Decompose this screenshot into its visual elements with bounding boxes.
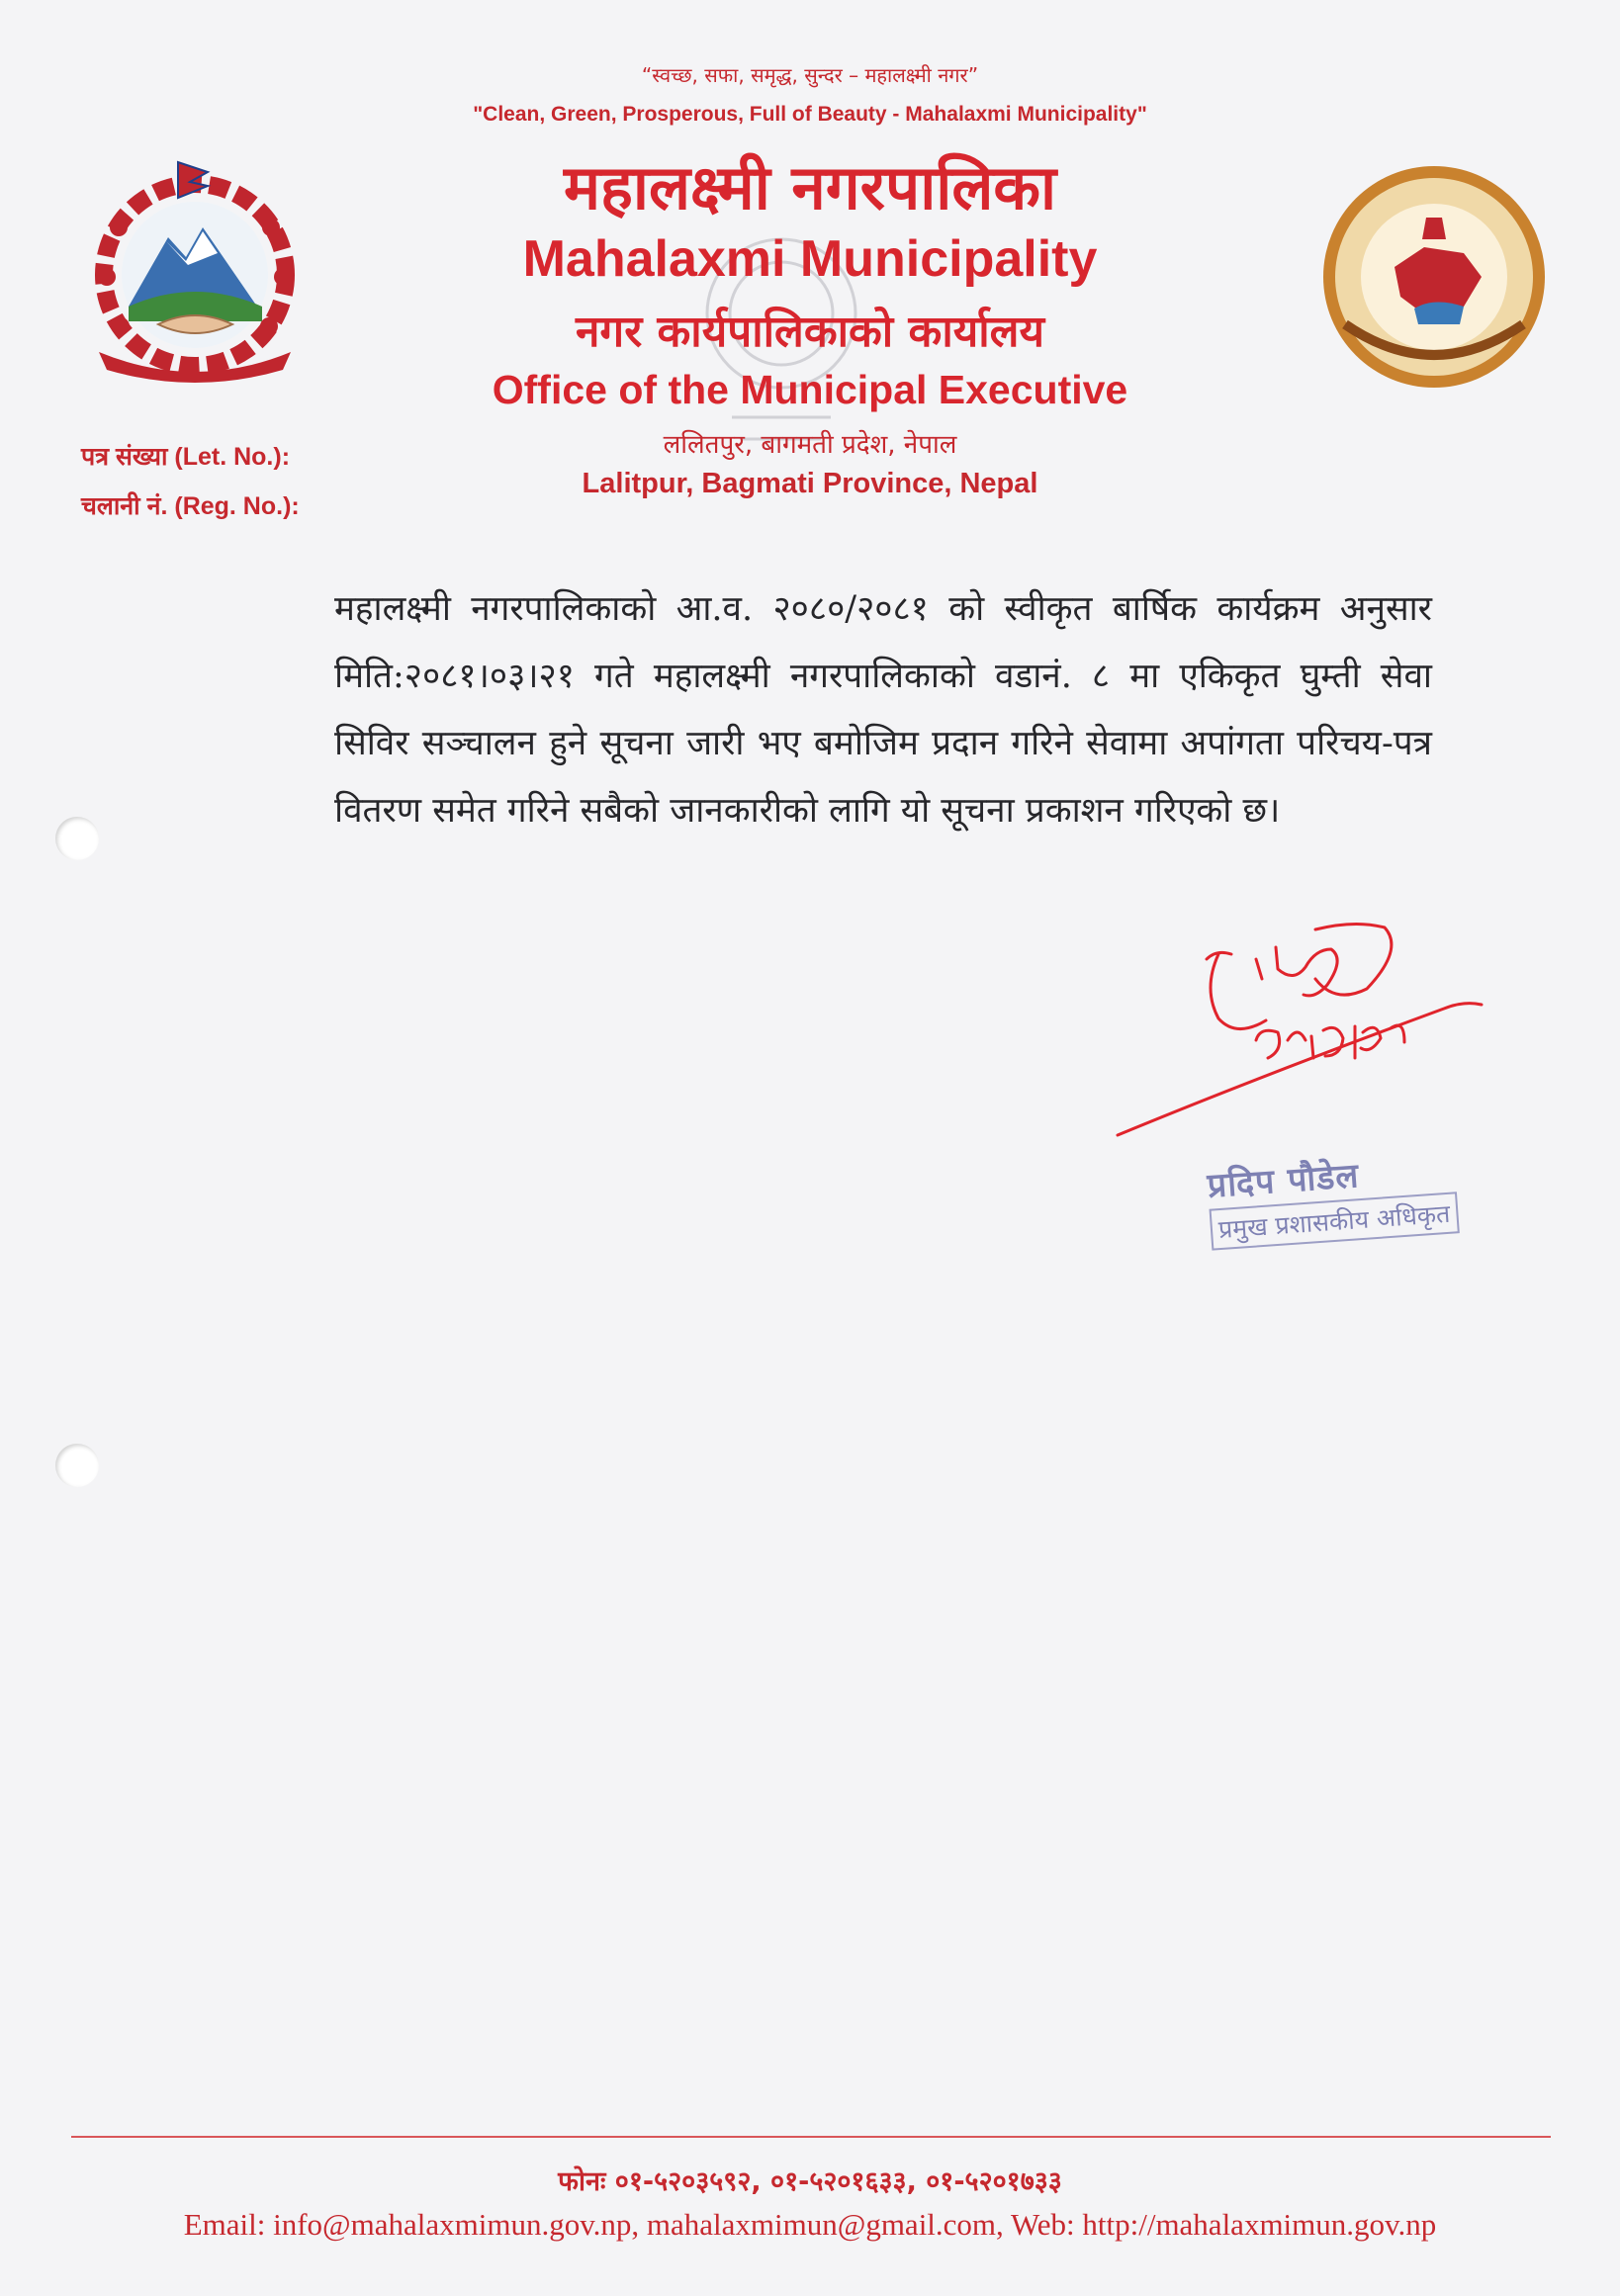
municipality-title-english: Mahalaxmi Municipality xyxy=(522,230,1098,288)
stamp-officer-name: प्रदिप पौडेल xyxy=(1206,1156,1361,1206)
notice-body: महालक्ष्मी नगरपालिकाको आ.व. २०८०/२०८१ को स्वीकृत बार्षिक कार्यक्रम अनुसार मिति:२०८१।०३।२१ गते महालक्ष्मी नगरपालिकाको वडानं. ८ मा एकिकृत घुम्ती सेवा सिविर सञ्चालन हुने सूचना जारी भए बमोजिम प्रदान गरिने सेवामा अपांगता परिचय-पत्र वितरण समेत गरिने सबैको जानकारीको लागि यो सूचना प्रकाशन गरिएको छ। xyxy=(334,589,1432,831)
municipality-title-nepali: महालक्ष्मी नगरपालिका xyxy=(563,151,1057,223)
slogan-english: "Clean, Green, Prosperous, Full of Beauty - Mahalaxmi Municipality" xyxy=(473,103,1147,126)
officer-stamp xyxy=(1206,1144,1459,1250)
address-english: Lalitpur, Bagmati Province, Nepal xyxy=(582,468,1038,499)
letter-number-label: पत्र संख्या (Let. No.): xyxy=(81,443,291,471)
punch-hole xyxy=(55,817,99,860)
footer-phone-numbers: फोनः ०१-५२०३५९२, ०१-५२०१६३३, ०१-५२०१७३३ xyxy=(558,2166,1062,2197)
address-nepali: ललितपुर, बागमती प्रदेश, नेपाल xyxy=(663,430,957,460)
footer-contact: Email: info@mahalaxmimun.gov.np, mahalaxmimun@gmail.com, Web: http://mahalaxmimun.gov.np xyxy=(183,2207,1437,2242)
punch-hole xyxy=(55,1444,99,1487)
handwritten-signature xyxy=(1108,910,1503,1147)
office-name-english: Office of the Municipal Executive xyxy=(492,367,1128,412)
registration-number-label: चलानी नं. (Reg. No.): xyxy=(81,492,300,520)
slogan-nepali: “स्वच्छ, सफा, समृद्ध, सुन्दर – महालक्ष्मी नगर” xyxy=(641,63,979,87)
footer-divider xyxy=(71,2136,1551,2138)
office-name-nepali: नगर कार्यपालिकाको कार्यालय xyxy=(576,307,1044,357)
stamp-officer-title: प्रमुख प्रशासकीय अधिकृत xyxy=(1210,1192,1460,1250)
